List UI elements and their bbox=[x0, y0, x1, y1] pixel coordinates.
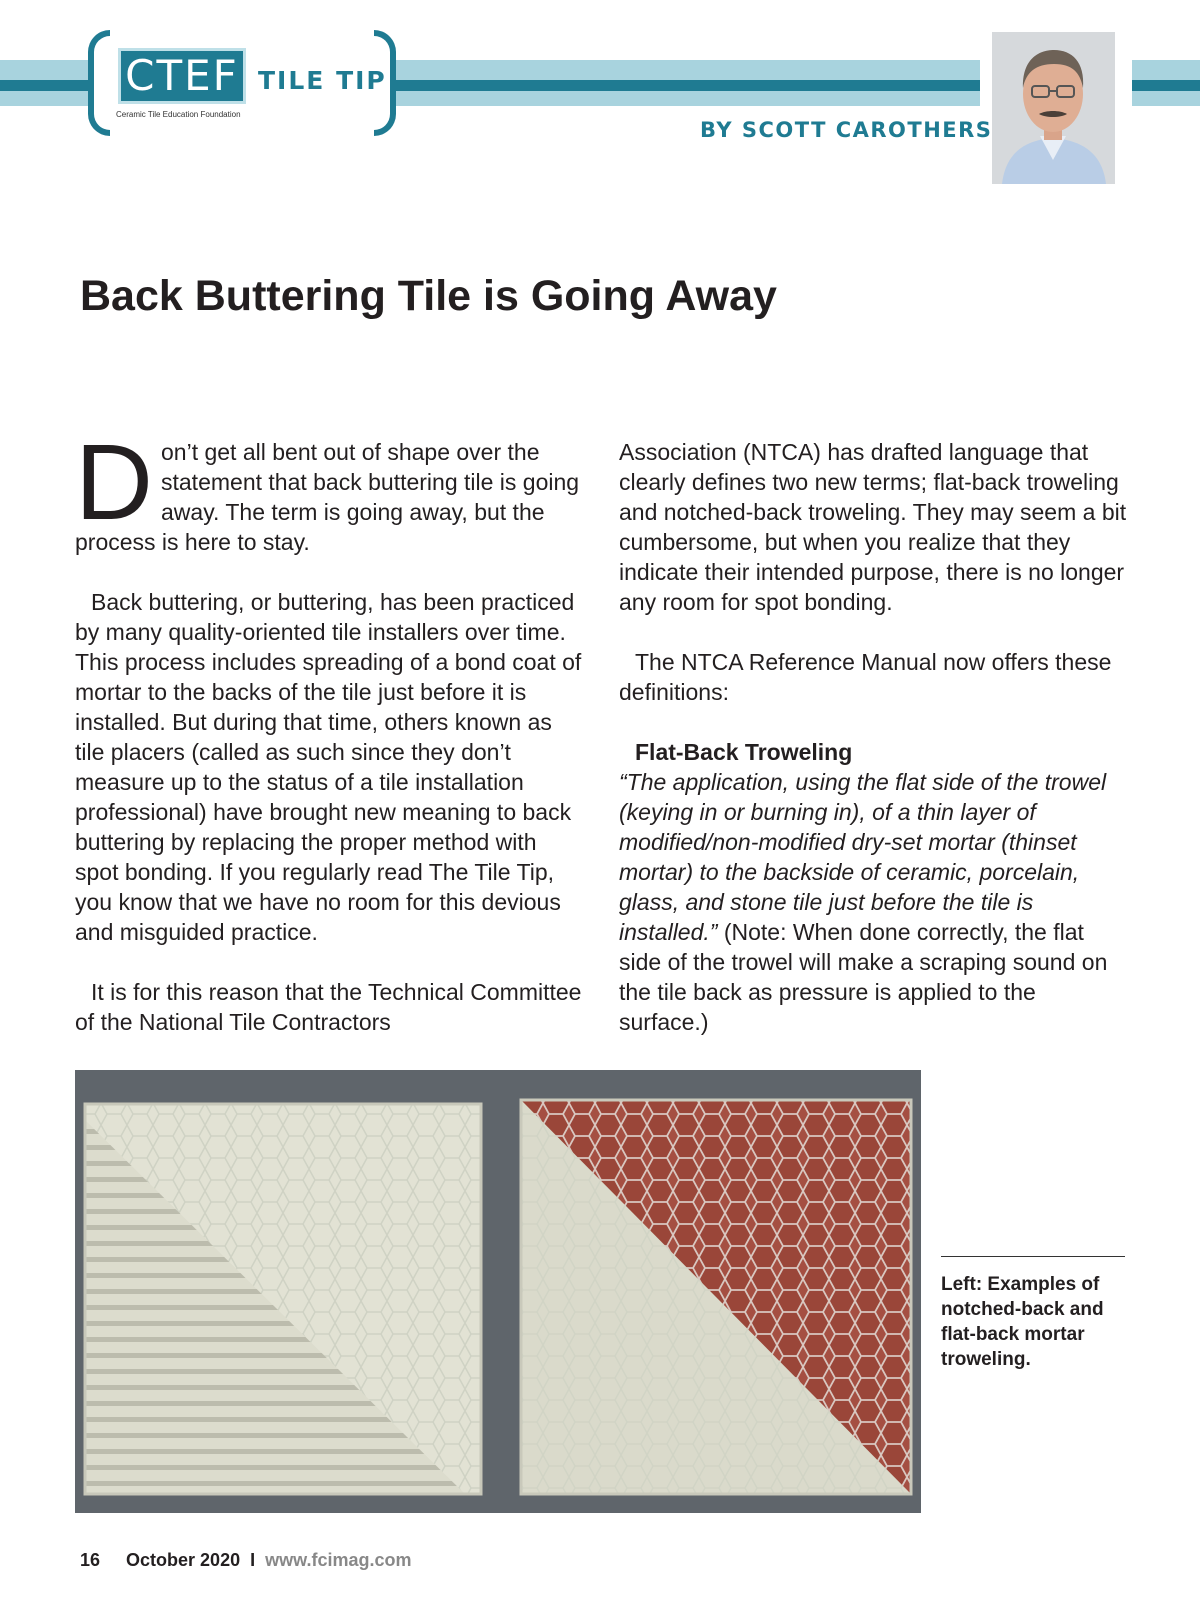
caption-rule bbox=[941, 1256, 1125, 1257]
tile-troweling-photo bbox=[75, 1070, 921, 1513]
drop-cap: D bbox=[75, 421, 153, 542]
paragraph-technical-committee: It is for this reason that the Technical Committee of the National Tile Contractors bbox=[75, 979, 582, 1035]
author-photo bbox=[992, 32, 1115, 184]
article-left-column bbox=[75, 421, 585, 1067]
paragraph-ntca: Association (NTCA) has drafted language that clearly defines two new terms; flat-back troweling and notched-back troweling. They may seem a bit cumbersome, but when you realize that they indicate their intended purpose, there is no longer any room for spot bonding. bbox=[619, 439, 1127, 615]
definition-note: (Note: When done correctly, the flat side of the trowel will make a scraping sound on the tile back as pressure is applied to the surface.) bbox=[619, 919, 1108, 1035]
intro-text: on’t get all bent out of shape over the statement that back buttering tile is going away. The term is going away, but the process is here to stay. bbox=[75, 439, 580, 555]
footer-separator: I bbox=[250, 1550, 256, 1570]
left-bracket bbox=[88, 30, 110, 136]
paragraph-reference-manual: The NTCA Reference Manual now offers these definitions: bbox=[619, 649, 1112, 705]
foundation-name: Ceramic Tile Education Foundation bbox=[116, 110, 241, 119]
definition-quote: “The application, using the flat side of the trowel (keying in or burning in), of a thin layer of modified/non-modified dry-set mortar (thinset mortar) to the backside of ceramic, porcelain, glass, and stone tile just before the tile is installed.” bbox=[619, 769, 1107, 945]
definition-block bbox=[619, 737, 1129, 1037]
section-label: TILE TIP bbox=[258, 66, 387, 95]
article-headline: Back Buttering Tile is Going Away bbox=[80, 272, 777, 320]
author-portrait-icon bbox=[992, 32, 1115, 184]
ctef-logo bbox=[88, 30, 396, 138]
article-photo bbox=[75, 1070, 921, 1513]
paragraph-back-buttering: Back buttering, or buttering, has been practiced by many quality-oriented tile installers over time. This process includes spreading of a bond coat of mortar to the backs of the tile just before it is installed. But during that time, others known as tile placers (called as such since they don’t measure up to the status of a tile installation professional) have brought new meaning to back buttering by replacing the proper method with spot bonding. If you regularly read The Tile Tip, you know that we have no room for this devious and misguided practice. bbox=[75, 589, 582, 945]
ctef-logo-text: CTEF bbox=[118, 48, 246, 104]
paragraph-intro bbox=[75, 421, 585, 557]
issue-date: October 2020 bbox=[126, 1550, 241, 1570]
website-url: www.fcimag.com bbox=[265, 1550, 412, 1570]
page-footer bbox=[80, 1550, 411, 1571]
photo-caption: Left: Examples of notched-back and flat-back mortar troweling. bbox=[941, 1274, 1104, 1370]
article-right-column bbox=[619, 437, 1129, 1067]
definition-subhead: Flat-Back Troweling bbox=[635, 739, 853, 765]
byline: BY SCOTT CAROTHERS bbox=[700, 118, 993, 142]
page-number: 16 bbox=[80, 1550, 101, 1570]
